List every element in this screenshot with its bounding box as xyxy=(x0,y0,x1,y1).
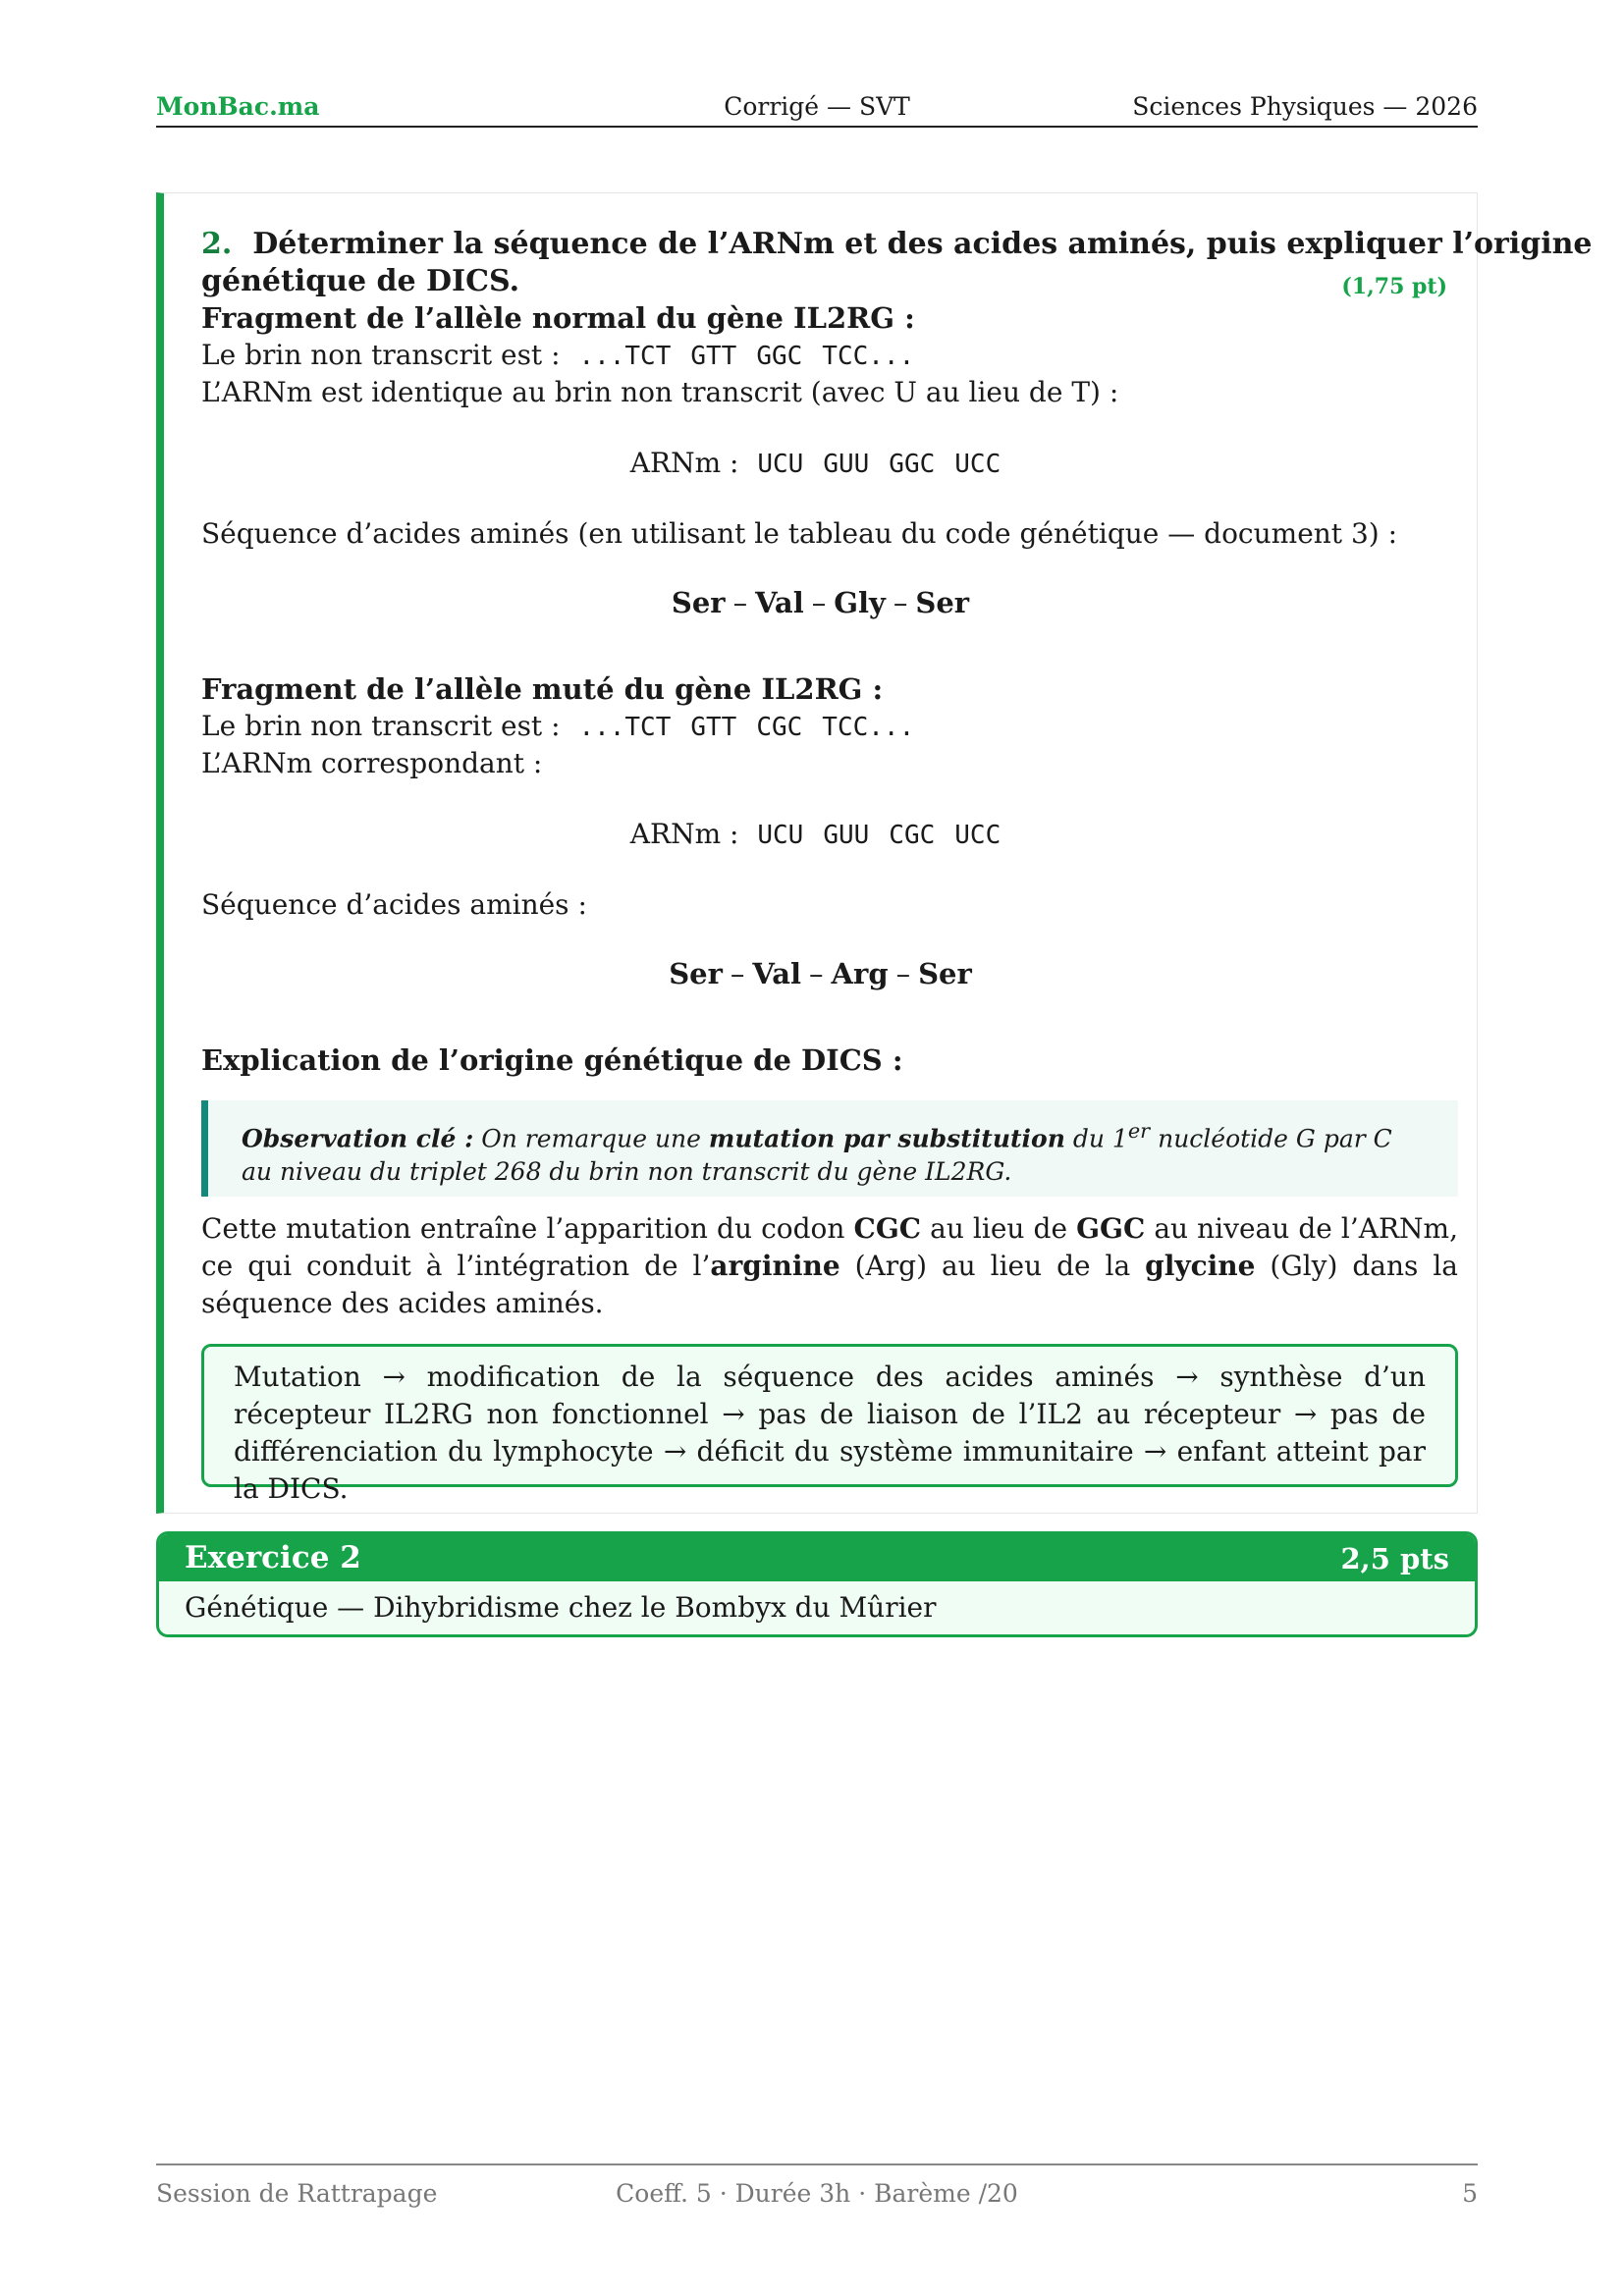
mutant-brin-line xyxy=(201,710,924,742)
mutant-brin-codon: ...TCT xyxy=(578,713,672,742)
header-subject: Corrigé — SVT xyxy=(724,92,910,121)
mutant-brin-codon: CGC xyxy=(756,713,803,742)
normal-arnm-codon: UCC xyxy=(954,450,1001,479)
question-box xyxy=(156,192,1593,1514)
amino-acid: Val xyxy=(755,586,804,619)
normal-brin-codon: TCC... xyxy=(822,342,915,371)
mutant-arnm-line xyxy=(164,818,1477,850)
normal-aa-intro: Séquence d’acides aminés (en utilisant le tableau du code génétique — document 3) : xyxy=(201,517,1398,550)
exercise-title: Exercice 2 xyxy=(185,1540,361,1575)
question-title-text: Déterminer la séquence de l’ARNm et des acides aminés, puis expliquer l’origine xyxy=(252,227,1593,261)
codon-ggc: GGC xyxy=(1076,1212,1146,1245)
mutant-heading: Fragment de l’allèle muté du gène IL2RG : xyxy=(201,672,884,706)
page-number: 5 xyxy=(1462,2179,1478,2208)
mutant-arnm-codon: UCC xyxy=(954,821,1001,850)
amino-acid: Val xyxy=(752,957,802,990)
mutant-brin-codon: GTT xyxy=(690,713,737,742)
exercise-points: 2,5 pts xyxy=(1340,1542,1449,1575)
mutant-arnm-codon: CGC xyxy=(889,821,936,850)
exercise-banner xyxy=(156,1531,1478,1637)
explication-heading: Explication de l’origine génétique de DICS : xyxy=(201,1043,903,1077)
normal-brin-line xyxy=(201,339,924,371)
page-footer xyxy=(156,2163,1478,2224)
mutant-arnm-codon: UCU xyxy=(757,821,804,850)
normal-aa-sequence: Ser – Val – Gly – Ser xyxy=(671,586,970,619)
exercise-subtitle: Génétique — Dihybridisme chez le Bombyx du Mûrier xyxy=(185,1591,937,1624)
footer-session: Session de Rattrapage xyxy=(156,2179,438,2208)
question-number: 2. xyxy=(201,227,233,261)
brand-logo-text[interactable]: MonBac.ma xyxy=(156,92,320,121)
amino-acid: Ser xyxy=(915,586,970,619)
amino-acid: Gly xyxy=(834,586,886,619)
causal-chain-box: Mutation → modification de la séquence des acides aminés → synthèse d’un récepteur IL2RG non fonctionnel → pas de liaison de l’IL2 au récepteur → pas de différenciation du lymphocyte → déficit du système immunitaire → enfant atteint par la DICS. xyxy=(201,1344,1458,1487)
observation-label: Observation clé : xyxy=(242,1124,474,1153)
question-title-line1 xyxy=(201,227,1593,261)
explanation-paragraph xyxy=(201,1210,1458,1322)
paragraph-text: au niveau de l’ARNm, ce qui conduit à l’intégration de l’ xyxy=(201,1212,1459,1282)
normal-arnm-intro: L’ARNm est identique au brin non transcrit (avec U au lieu de T) : xyxy=(201,376,1119,408)
observation-text: du 1 xyxy=(1072,1124,1128,1153)
question-title-line2: génétique de DICS. xyxy=(201,264,520,298)
observation-text: nucléotide G par C au niveau du triplet 268 du brin non transcrit du gène IL2RG. xyxy=(242,1124,1392,1187)
exercise-banner-header xyxy=(159,1534,1475,1581)
normal-heading: Fragment de l’allèle normal du gène IL2RG : xyxy=(201,301,915,335)
normal-brin-codon: ...TCT xyxy=(578,342,672,371)
amino-acid: Ser xyxy=(669,957,723,990)
normal-brin-label: Le brin non transcrit est : xyxy=(201,339,561,371)
codon-cgc: CGC xyxy=(853,1212,922,1245)
observation-text: On remarque une xyxy=(481,1124,701,1153)
mutant-brin-label: Le brin non transcrit est : xyxy=(201,710,561,742)
term-glycine: glycine xyxy=(1145,1250,1256,1282)
mutant-arnm-codon: GUU xyxy=(823,821,870,850)
question-points: (1,75 pt) xyxy=(1341,274,1447,299)
normal-arnm-codon: GUU xyxy=(823,450,870,479)
page-header xyxy=(156,88,1478,128)
amino-acid: Ser xyxy=(918,957,972,990)
header-section-year: Sciences Physiques — 2026 xyxy=(1132,92,1478,121)
normal-brin-codon: GTT xyxy=(690,342,737,371)
footer-details: Coeff. 5 · Durée 3h · Barème /20 xyxy=(616,2179,1018,2208)
paragraph-text: (Arg) au lieu de la xyxy=(854,1250,1131,1282)
paragraph-text: au lieu de xyxy=(930,1212,1068,1245)
mutant-aa-intro: Séquence d’acides aminés : xyxy=(201,888,587,921)
mutant-arnm-label: ARNm : xyxy=(629,818,739,850)
normal-brin-codon: GGC xyxy=(756,342,803,371)
observation-bold: mutation par substitution xyxy=(708,1124,1065,1153)
observation-callout xyxy=(201,1100,1458,1197)
mutant-brin-codon: TCC... xyxy=(822,713,915,742)
paragraph-text: Cette mutation entraîne l’apparition du codon xyxy=(201,1212,845,1245)
amino-acid: Ser xyxy=(671,586,726,619)
normal-arnm-label: ARNm : xyxy=(629,447,739,479)
paragraph-text: (Gly) dans la séquence des acides aminés. xyxy=(201,1250,1458,1319)
normal-arnm-codon: GGC xyxy=(889,450,936,479)
term-arginine: arginine xyxy=(710,1250,840,1282)
observation-sup: er xyxy=(1127,1119,1151,1143)
mutant-arnm-intro: L’ARNm correspondant : xyxy=(201,747,543,779)
mutant-aa-sequence: Ser – Val – Arg – Ser xyxy=(669,957,972,990)
normal-arnm-line xyxy=(164,447,1477,479)
amino-acid: Arg xyxy=(831,957,889,990)
normal-arnm-codon: UCU xyxy=(757,450,804,479)
